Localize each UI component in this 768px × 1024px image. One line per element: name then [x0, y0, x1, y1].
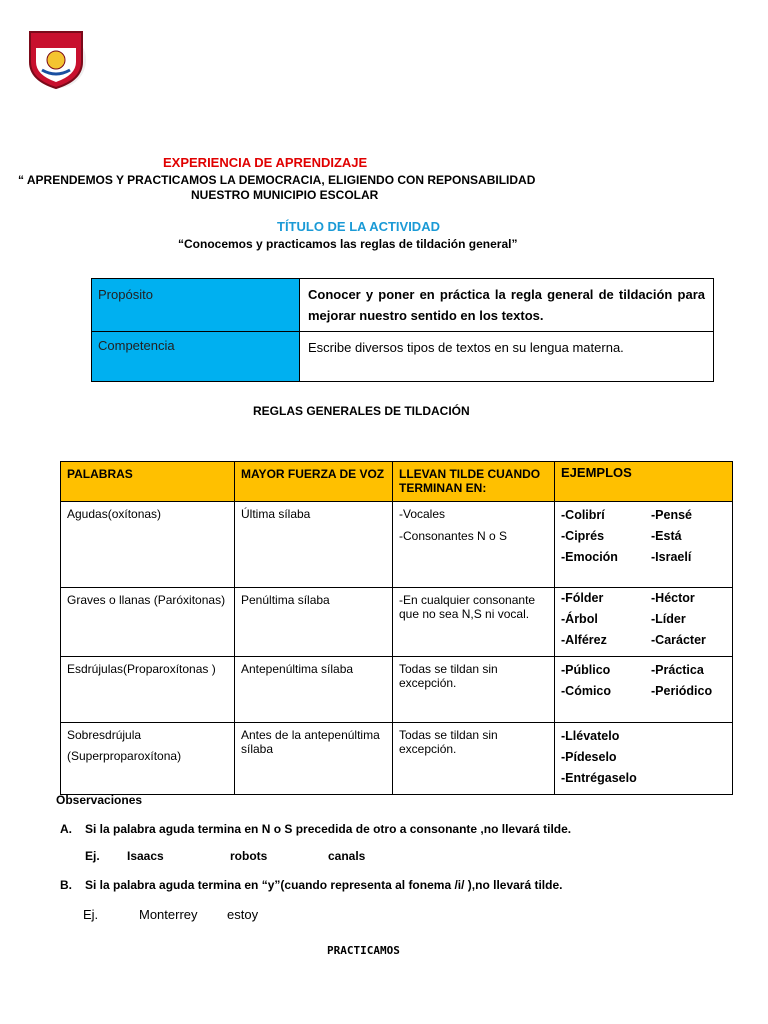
example-word: robots	[230, 849, 268, 863]
observation-b-marker: B.	[60, 878, 72, 892]
stress: Antepenúltima sílaba	[235, 657, 393, 723]
observation-a-marker: A.	[60, 822, 72, 836]
example-word: -Héctor	[651, 591, 695, 605]
experience-subtitle-line2: NUESTRO MUNICIPIO ESCOLAR	[191, 188, 379, 202]
example-word: -Pensé	[651, 508, 692, 522]
table-row	[61, 657, 733, 723]
competence-label: Competencia	[92, 332, 300, 382]
col-header-stress: MAYOR FUERZA DE VOZ	[235, 462, 393, 502]
example-word: -Colibrí	[561, 508, 605, 522]
col-header-words: PALABRAS	[61, 462, 235, 502]
ending: Todas se tildan sin excepción.	[393, 657, 555, 723]
example-word: Monterrey	[139, 907, 198, 922]
example-word: -Público	[561, 663, 611, 677]
word-type	[61, 723, 235, 795]
ending	[393, 502, 555, 588]
col-header-examples: EJEMPLOS	[555, 462, 733, 502]
example-word: -Entrégaselo	[561, 771, 637, 785]
experience-subtitle-line1: “ APRENDEMOS Y PRACTICAMOS LA DEMOCRACIA, ELIGIENDO CON REPONSABILIDAD	[18, 173, 536, 187]
table-row	[61, 502, 733, 588]
purpose-table	[91, 278, 714, 382]
competence-row	[92, 332, 714, 382]
activity-heading: TÍTULO DE LA ACTIVIDAD	[277, 219, 440, 234]
rules-table	[60, 461, 733, 795]
ending-line: -Consonantes N o S	[399, 529, 508, 543]
example-word: -Práctica	[651, 663, 704, 677]
ending: -En cualquier consonante que no sea N,S ni vocal.	[393, 588, 555, 657]
practice-heading: PRACTICAMOS	[327, 944, 400, 957]
observations-heading: Observaciones	[56, 793, 143, 807]
examples	[555, 657, 733, 723]
activity-title: “Conocemos y practicamos las reglas de tildación general”	[178, 237, 518, 251]
stress: Antes de la antepenúltima sílaba	[235, 723, 393, 795]
example-word: -Israelí	[651, 550, 692, 564]
examples	[555, 502, 733, 588]
purpose-row	[92, 279, 714, 332]
competence-value: Escribe diversos tipos de textos en su lengua materna.	[300, 332, 714, 382]
purpose-value: Conocer y poner en práctica la regla general de tildación para mejorar nuestro sentido en los textos.	[300, 279, 714, 332]
example-word: -Emoción	[561, 550, 618, 564]
purpose-label: Propósito	[92, 279, 300, 332]
experience-title: EXPERIENCIA DE APRENDIZAJE	[163, 155, 368, 170]
observation-b-ej: Ej.	[83, 907, 99, 922]
word-type: Graves o llanas (Paróxitonas)	[61, 588, 235, 657]
table-row	[61, 588, 733, 657]
example-word: -Llévatelo	[561, 729, 620, 743]
example-word: -Fólder	[561, 591, 604, 605]
school-shield-logo-icon	[22, 22, 92, 92]
col-header-ending: LLEVAN TILDE CUANDO TERMINAN EN:	[393, 462, 555, 502]
example-word: -Periódico	[651, 684, 713, 698]
example-word: -Árbol	[561, 612, 598, 626]
rules-header-row	[61, 462, 733, 502]
word-type: Agudas(oxítonas)	[61, 502, 235, 588]
stress: Última sílaba	[235, 502, 393, 588]
example-word: canals	[328, 849, 366, 863]
example-word: -Pídeselo	[561, 750, 617, 764]
examples	[555, 588, 733, 657]
example-word: -Ciprés	[561, 529, 605, 543]
word-type-line: (Superproparoxítona)	[67, 749, 182, 763]
stress: Penúltima sílaba	[235, 588, 393, 657]
example-word: estoy	[227, 907, 259, 922]
example-word: -Alférez	[561, 633, 607, 647]
observation-a-ej: Ej.	[85, 849, 100, 863]
example-word: -Carácter	[651, 633, 706, 647]
example-word: -Líder	[651, 612, 686, 626]
table-row	[61, 723, 733, 795]
example-word: Isaacs	[127, 849, 164, 863]
ending: Todas se tildan sin excepción.	[393, 723, 555, 795]
observation-a-text: Si la palabra aguda termina en N o S precedida de otro a consonante ,no llevará tilde.	[85, 822, 572, 836]
observation-b-text: Si la palabra aguda termina en “y”(cuando representa al fonema /i/ ),no llevará tilde.	[85, 878, 563, 892]
rules-heading: REGLAS GENERALES DE TILDACIÓN	[253, 404, 470, 418]
example-word: -Cómico	[561, 684, 611, 698]
word-type-line: Sobresdrújula	[67, 728, 142, 742]
ending-line: -Vocales	[399, 507, 446, 521]
example-word: -Está	[651, 529, 682, 543]
word-type: Esdrújulas(Proparoxítonas )	[61, 657, 235, 723]
examples	[555, 723, 733, 795]
